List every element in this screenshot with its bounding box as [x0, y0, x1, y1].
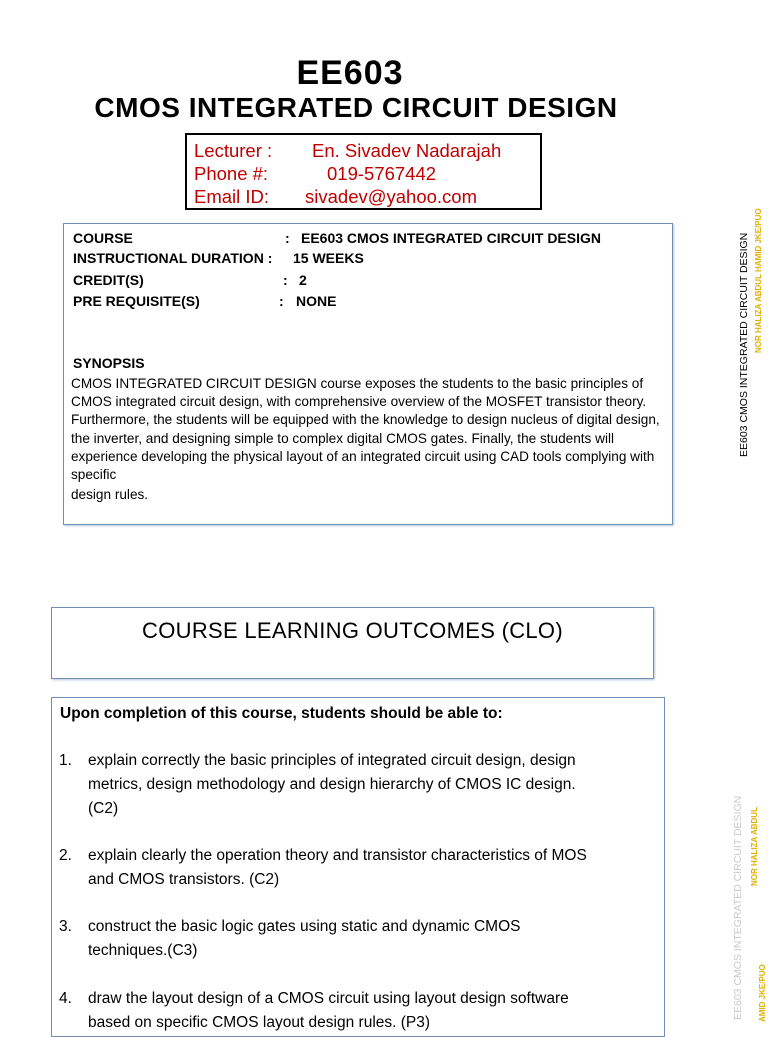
info-colon: :	[279, 293, 284, 309]
email-label: Email ID:	[194, 186, 270, 207]
lecturer-name: En. Sivadev Nadarajah	[312, 140, 502, 161]
email-row	[194, 185, 540, 208]
side-author-label-bottom: NOR HALIZA ABDUL	[750, 807, 759, 886]
info-label: CREDIT(S)	[73, 272, 144, 288]
course-code-heading: EE603	[296, 54, 404, 92]
lecturer-info-box	[185, 133, 542, 210]
clo-text: draw the layout design of a CMOS circuit using layout design software based on specific CMOS layout design rules. (P3)	[88, 990, 569, 1031]
side-author-label: NOR HALIZA ABDUL HAMID JKE/PUO	[754, 208, 763, 353]
info-value: 2	[299, 272, 307, 288]
clo-heading: COURSE LEARNING OUTCOMES (CLO)	[142, 618, 563, 643]
clo-number: 4.	[59, 990, 72, 1007]
email-address: sivadev@yahoo.com	[305, 186, 478, 207]
course-title-heading: CMOS INTEGRATED CIRCUIT DESIGN	[94, 92, 618, 123]
phone-number: 019-5767442	[327, 163, 437, 184]
clo-number: 3.	[59, 918, 72, 935]
synopsis-last-line: design rules.	[71, 487, 149, 502]
clo-heading-box	[51, 607, 654, 679]
synopsis-heading: SYNOPSIS	[73, 355, 145, 371]
info-label: INSTRUCTIONAL DURATION :	[73, 250, 273, 266]
side-author-label-fragment: AMID JKE/PUO	[758, 964, 767, 1022]
course-info-box	[63, 223, 673, 525]
clo-number: 1.	[59, 752, 72, 769]
info-label: PRE REQUISITE(S)	[73, 293, 200, 309]
clo-number: 2.	[59, 847, 72, 864]
phone-label: Phone #:	[194, 163, 269, 184]
clo-text: construct the basic logic gates using static and dynamic CMOS techniques.(C3)	[88, 918, 521, 959]
info-value: EE603 CMOS INTEGRATED CIRCUIT DESIGN	[301, 230, 602, 246]
side-course-label: EE603 CMOS INTEGRATED CIRCUIT DESIGN	[738, 232, 750, 457]
clo-list-box	[51, 697, 665, 1037]
info-label: COURSE	[73, 230, 133, 246]
lecturer-row	[194, 139, 540, 162]
info-colon: :	[283, 272, 288, 288]
clo-text: explain clearly the operation theory and transistor characteristics of MOS and CMOS transistors. (C2)	[88, 847, 587, 888]
info-value: 15 WEEKS	[293, 250, 364, 266]
synopsis-text: CMOS INTEGRATED CIRCUIT DESIGN course exposes the students to the basic principles of CMOS integrated circuit design, with comprehensive overview of the MOSFET transistor theory. Furthermore, the students will be equipped with the knowledge to design nucleus of digital design, the inverter, and designing simple to complex digital CMOS gates. Finally, the students will experience developing the physical layout of an integrated circuit using CAD tools complying with specific	[71, 376, 660, 483]
clo-text: explain correctly the basic principles of integrated circuit design, design metrics, design methodology and design hierarchy of CMOS IC design. (C2)	[88, 752, 576, 817]
info-value: NONE	[296, 293, 337, 309]
lecturer-label: Lecturer :	[194, 140, 273, 161]
info-colon: :	[285, 230, 290, 246]
clo-intro: Upon completion of this course, students should be able to:	[60, 705, 503, 722]
phone-row	[194, 162, 540, 185]
side-course-label-faded: EE603 CMOS INTEGRATED CIRCUIT DESIGN	[732, 795, 744, 1020]
